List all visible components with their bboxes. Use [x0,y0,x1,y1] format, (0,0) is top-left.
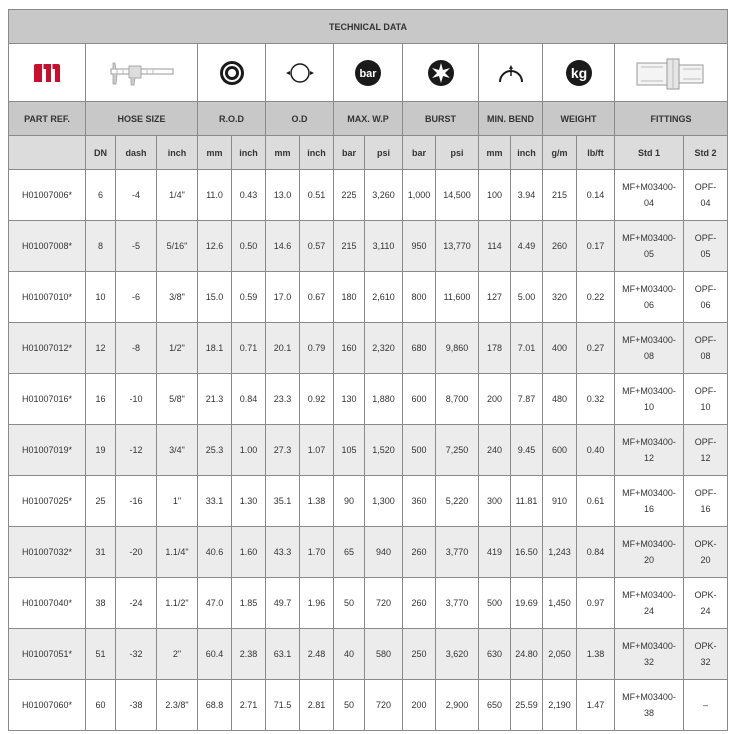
cell-std2-line1: OPF- [694,488,717,498]
cell-wp-bar: 65 [334,527,365,578]
cell-weight-lbft: 1.38 [577,629,615,680]
cell-rod-inch: 1.30 [232,476,266,527]
cell-dash: -16 [116,476,157,527]
cell-dash: -5 [116,221,157,272]
subheader-rod-inch: inch [232,136,266,170]
cell-burst-bar: 360 [403,476,436,527]
cell-std1-line2: 06 [643,300,654,310]
cell-dash: -8 [116,323,157,374]
cell-bend-inch: 24.80 [511,629,543,680]
cell-burst-psi: 13,770 [436,221,479,272]
cell-burst-bar: 950 [403,221,436,272]
table-title: TECHNICAL DATA [9,10,728,44]
cell-burst-bar: 260 [403,527,436,578]
cell-weight-gm: 480 [543,374,577,425]
cell-dn: 51 [86,629,116,680]
cell-od-inch: 0.57 [300,221,334,272]
cell-weight-lbft: 0.17 [577,221,615,272]
cell-bend-inch: 25.59 [511,680,543,731]
cell-rod-mm: 68.8 [198,680,232,731]
fittings-icon [615,44,728,102]
cell-std2-line1: OPF- [694,233,717,243]
cell-burst-psi: 14,500 [436,170,479,221]
cell-rod-mm: 47.0 [198,578,232,629]
cell-part: H01007060* [9,680,86,731]
cell-od-inch: 0.51 [300,170,334,221]
subheader-od-mm: mm [266,136,300,170]
cell-od-inch: 1.38 [300,476,334,527]
cell-burst-bar: 500 [403,425,436,476]
cell-bend-mm: 200 [479,374,511,425]
header-burst: BURST [403,102,479,136]
cell-std2-line1: OPF- [694,335,717,345]
cell-bend-inch: 7.01 [511,323,543,374]
table-row [9,680,728,731]
cell-burst-psi: 8,700 [436,374,479,425]
cell-part: H01007012* [9,323,86,374]
cell-inch: 2" [157,629,198,680]
cell-rod-inch: 1.60 [232,527,266,578]
cell-od-inch: 1.70 [300,527,334,578]
cell-bend-mm: 500 [479,578,511,629]
subheader-weight-gm: g/m [543,136,577,170]
cell-dash: -10 [116,374,157,425]
cell-dash: -20 [116,527,157,578]
cell-rod-mm: 60.4 [198,629,232,680]
subheader-hose-inch: inch [157,136,198,170]
subheader-std2: Std 2 [684,136,728,170]
cell-weight-lbft: 0.32 [577,374,615,425]
pressure-bar-icon [334,44,403,102]
cell-dash: -4 [116,170,157,221]
cell-part: H01007016* [9,374,86,425]
cell-std2-line2: 08 [700,351,711,361]
cell-std1 [615,374,684,425]
cell-std1-line2: 05 [643,249,654,259]
header-min-bend: MIN. BEND [479,102,543,136]
cell-dn: 16 [86,374,116,425]
cell-inch: 1" [157,476,198,527]
cell-std2 [684,374,728,425]
cell-std2 [684,476,728,527]
table-row [9,221,728,272]
cell-std2 [684,323,728,374]
cell-part: H01007008* [9,221,86,272]
subheader-bend-inch: inch [511,136,543,170]
cell-std1-line1: MF+M03400- [622,386,676,396]
cell-std2-line1: OPK- [694,590,717,600]
pressure-bar-text: bar [359,67,377,80]
cell-od-inch: 2.81 [300,680,334,731]
header-weight: WEIGHT [543,102,615,136]
cell-std2-line1: OPF- [694,437,717,447]
cell-weight-gm: 600 [543,425,577,476]
subheader-std1: Std 1 [615,136,684,170]
cell-wp-psi: 2,610 [365,272,403,323]
cell-bend-mm: 650 [479,680,511,731]
cell-rod-mm: 15.0 [198,272,232,323]
cell-bend-mm: 114 [479,221,511,272]
cell-dn: 31 [86,527,116,578]
subheader-wp-psi: psi [365,136,403,170]
cell-rod-mm: 40.6 [198,527,232,578]
cell-weight-lbft: 0.22 [577,272,615,323]
cell-wp-psi: 1,520 [365,425,403,476]
cell-part: H01007010* [9,272,86,323]
cell-rod-mm: 21.3 [198,374,232,425]
cell-rod-mm: 18.1 [198,323,232,374]
cell-std2-line2: 24 [700,606,711,616]
cell-inch: 1.1/2" [157,578,198,629]
cell-wp-psi: 720 [365,680,403,731]
cell-dash: -12 [116,425,157,476]
cell-bend-inch: 7.87 [511,374,543,425]
cell-od-mm: 14.6 [266,221,300,272]
cell-inch: 3/4" [157,425,198,476]
cell-dn: 10 [86,272,116,323]
cell-bend-mm: 127 [479,272,511,323]
cell-std1 [615,221,684,272]
cell-burst-psi: 2,900 [436,680,479,731]
cell-inch: 5/8" [157,374,198,425]
cell-inch: 1/4" [157,170,198,221]
cell-od-inch: 1.96 [300,578,334,629]
cell-weight-gm: 2,050 [543,629,577,680]
cell-std1-line1: MF+M03400- [622,641,676,651]
cell-rod-inch: 1.00 [232,425,266,476]
cell-bend-mm: 300 [479,476,511,527]
cell-wp-psi: 3,110 [365,221,403,272]
table-row [9,170,728,221]
cell-std1-line2: 16 [643,504,654,514]
rod-icon [198,44,266,102]
table-row [9,476,728,527]
cell-wp-bar: 50 [334,578,365,629]
cell-weight-gm: 215 [543,170,577,221]
cell-part: H01007025* [9,476,86,527]
cell-std1-line2: 08 [643,351,654,361]
cell-od-mm: 63.1 [266,629,300,680]
cell-rod-mm: 11.0 [198,170,232,221]
cell-std2-line2: 04 [700,198,711,208]
cell-std1 [615,272,684,323]
cell-wp-psi: 720 [365,578,403,629]
cell-weight-gm: 320 [543,272,577,323]
cell-burst-psi: 7,250 [436,425,479,476]
cell-std1-line2: 32 [643,657,654,667]
cell-dn: 12 [86,323,116,374]
cell-std1 [615,476,684,527]
cell-burst-bar: 250 [403,629,436,680]
cell-std2 [684,425,728,476]
subheader-dn: DN [86,136,116,170]
cell-burst-psi: 9,860 [436,323,479,374]
cell-rod-inch: 1.85 [232,578,266,629]
cell-rod-inch: 0.84 [232,374,266,425]
cell-weight-lbft: 0.61 [577,476,615,527]
cell-wp-bar: 40 [334,629,365,680]
cell-od-mm: 49.7 [266,578,300,629]
table-row [9,629,728,680]
cell-burst-bar: 680 [403,323,436,374]
subheader-dash: dash [116,136,157,170]
cell-std1-line1: MF+M03400- [622,590,676,600]
cell-od-mm: 23.3 [266,374,300,425]
cell-wp-bar: 180 [334,272,365,323]
table-row [9,527,728,578]
cell-std2-line1: OPK- [694,641,717,651]
subheader-burst-psi: psi [436,136,479,170]
cell-dn: 6 [86,170,116,221]
cell-burst-bar: 800 [403,272,436,323]
cell-od-mm: 27.3 [266,425,300,476]
cell-std2 [684,221,728,272]
cell-std1-line2: 12 [643,453,654,463]
od-icon [266,44,334,102]
cell-std2 [684,578,728,629]
cell-od-mm: 43.3 [266,527,300,578]
cell-rod-inch: 2.71 [232,680,266,731]
cell-std1-line1: MF+M03400- [622,284,676,294]
cell-weight-gm: 400 [543,323,577,374]
cell-std2 [684,680,728,731]
subheader-rod-mm: mm [198,136,232,170]
cell-std1 [615,425,684,476]
cell-wp-psi: 940 [365,527,403,578]
cell-od-inch: 0.92 [300,374,334,425]
cell-burst-psi: 5,220 [436,476,479,527]
cell-weight-lbft: 0.84 [577,527,615,578]
cell-wp-bar: 130 [334,374,365,425]
cell-bend-inch: 5.00 [511,272,543,323]
header-hose-size: HOSE SIZE [86,102,198,136]
brand-logo-icon [9,44,86,102]
cell-wp-psi: 1,300 [365,476,403,527]
cell-std1-line2: 04 [643,198,654,208]
subheader-weight-lbft: lb/ft [577,136,615,170]
cell-std1 [615,170,684,221]
cell-od-mm: 17.0 [266,272,300,323]
cell-bend-inch: 3.94 [511,170,543,221]
cell-weight-gm: 1,450 [543,578,577,629]
cell-std2-line1: OPF- [694,386,717,396]
cell-bend-mm: 178 [479,323,511,374]
cell-weight-gm: 260 [543,221,577,272]
cell-wp-bar: 50 [334,680,365,731]
header-rod: R.O.D [198,102,266,136]
table-row [9,272,728,323]
header-part-ref: PART REF. [9,102,86,136]
cell-burst-psi: 11,600 [436,272,479,323]
cell-std1-line2: 24 [643,606,654,616]
cell-burst-psi: 3,620 [436,629,479,680]
cell-rod-mm: 12.6 [198,221,232,272]
cell-od-inch: 1.07 [300,425,334,476]
cell-bend-inch: 9.45 [511,425,543,476]
cell-od-inch: 0.67 [300,272,334,323]
cell-std2-line2: 10 [700,402,711,412]
cell-burst-psi: 3,770 [436,527,479,578]
cell-weight-lbft: 1.47 [577,680,615,731]
subheader-bend-mm: mm [479,136,511,170]
subheader-wp-bar: bar [334,136,365,170]
cell-weight-gm: 2,190 [543,680,577,731]
cell-burst-psi: 3,770 [436,578,479,629]
cell-bend-mm: 100 [479,170,511,221]
cell-std1-line1: MF+M03400- [622,233,676,243]
cell-std2-line2: 16 [700,504,711,514]
cell-inch: 3/8" [157,272,198,323]
cell-dash: -38 [116,680,157,731]
table-row [9,425,728,476]
cell-rod-inch: 0.43 [232,170,266,221]
weight-text: kg [570,64,587,81]
cell-std2-line1: – [703,700,709,710]
cell-od-mm: 20.1 [266,323,300,374]
cell-od-mm: 35.1 [266,476,300,527]
subheader-od-inch: inch [300,136,334,170]
cell-std1-line1: MF+M03400- [622,539,676,549]
cell-inch: 5/16" [157,221,198,272]
cell-weight-lbft: 0.97 [577,578,615,629]
cell-burst-bar: 200 [403,680,436,731]
cell-std1-line2: 20 [643,555,654,565]
cell-rod-inch: 0.50 [232,221,266,272]
cell-od-inch: 2.48 [300,629,334,680]
cell-std1 [615,323,684,374]
cell-wp-bar: 90 [334,476,365,527]
cell-std2-line2: 05 [700,249,711,259]
cell-wp-psi: 3,260 [365,170,403,221]
cell-od-mm: 13.0 [266,170,300,221]
header-max-wp: MAX. W.P [334,102,403,136]
cell-part: H01007006* [9,170,86,221]
min-bend-icon [479,44,543,102]
cell-part: H01007051* [9,629,86,680]
cell-std1 [615,527,684,578]
cell-std2-line1: OPF- [694,284,717,294]
cell-weight-lbft: 0.40 [577,425,615,476]
technical-data-table [8,9,728,731]
cell-std1-line2: 10 [643,402,654,412]
cell-inch: 2.3/8" [157,680,198,731]
cell-std1 [615,680,684,731]
cell-bend-mm: 240 [479,425,511,476]
cell-wp-bar: 105 [334,425,365,476]
cell-std1-line1: MF+M03400- [622,335,676,345]
cell-std1-line1: MF+M03400- [622,437,676,447]
cell-part: H01007019* [9,425,86,476]
cell-std1 [615,578,684,629]
cell-weight-gm: 910 [543,476,577,527]
cell-burst-bar: 260 [403,578,436,629]
cell-burst-bar: 600 [403,374,436,425]
cell-part: H01007032* [9,527,86,578]
cell-dn: 38 [86,578,116,629]
cell-weight-gm: 1,243 [543,527,577,578]
cell-wp-bar: 160 [334,323,365,374]
cell-std2 [684,272,728,323]
cell-wp-bar: 225 [334,170,365,221]
cell-dn: 19 [86,425,116,476]
cell-std2 [684,629,728,680]
cell-weight-lbft: 0.14 [577,170,615,221]
cell-wp-psi: 2,320 [365,323,403,374]
table-row [9,578,728,629]
cell-std2-line1: OPK- [694,539,717,549]
cell-bend-inch: 16.50 [511,527,543,578]
cell-std1-line1: MF+M03400- [622,692,676,702]
cell-rod-mm: 33.1 [198,476,232,527]
cell-od-mm: 71.5 [266,680,300,731]
cell-std1-line1: MF+M03400- [622,182,676,192]
cell-part: H01007040* [9,578,86,629]
cell-bend-inch: 19.69 [511,578,543,629]
weight-icon [543,44,615,102]
table-row [9,323,728,374]
cell-bend-mm: 419 [479,527,511,578]
cell-bend-mm: 630 [479,629,511,680]
cell-rod-inch: 0.59 [232,272,266,323]
cell-std1-line1: MF+M03400- [622,488,676,498]
cell-std2-line2: 12 [700,453,711,463]
cell-od-inch: 0.79 [300,323,334,374]
cell-dash: -32 [116,629,157,680]
header-fittings: FITTINGS [615,102,728,136]
cell-dn: 25 [86,476,116,527]
cell-std2 [684,527,728,578]
cell-burst-bar: 1,000 [403,170,436,221]
cell-wp-psi: 580 [365,629,403,680]
cell-bend-inch: 11.81 [511,476,543,527]
subheader-blank [9,136,86,170]
cell-inch: 1/2" [157,323,198,374]
subheader-burst-bar: bar [403,136,436,170]
caliper-icon [86,44,198,102]
cell-dash: -24 [116,578,157,629]
header-od: O.D [266,102,334,136]
cell-std2-line2: 20 [700,555,711,565]
cell-dn: 60 [86,680,116,731]
cell-wp-bar: 215 [334,221,365,272]
cell-std2 [684,170,728,221]
cell-weight-lbft: 0.27 [577,323,615,374]
cell-rod-mm: 25.3 [198,425,232,476]
table-row [9,374,728,425]
cell-dash: -6 [116,272,157,323]
burst-icon [403,44,479,102]
cell-inch: 1.1/4" [157,527,198,578]
cell-std1 [615,629,684,680]
cell-std2-line1: OPF- [694,182,717,192]
cell-std1-line2: 38 [643,708,654,718]
cell-std2-line2: 06 [700,300,711,310]
cell-rod-inch: 0.71 [232,323,266,374]
cell-std2-line2: 32 [700,657,711,667]
cell-bend-inch: 4.49 [511,221,543,272]
cell-wp-psi: 1,880 [365,374,403,425]
cell-dn: 8 [86,221,116,272]
cell-rod-inch: 2.38 [232,629,266,680]
